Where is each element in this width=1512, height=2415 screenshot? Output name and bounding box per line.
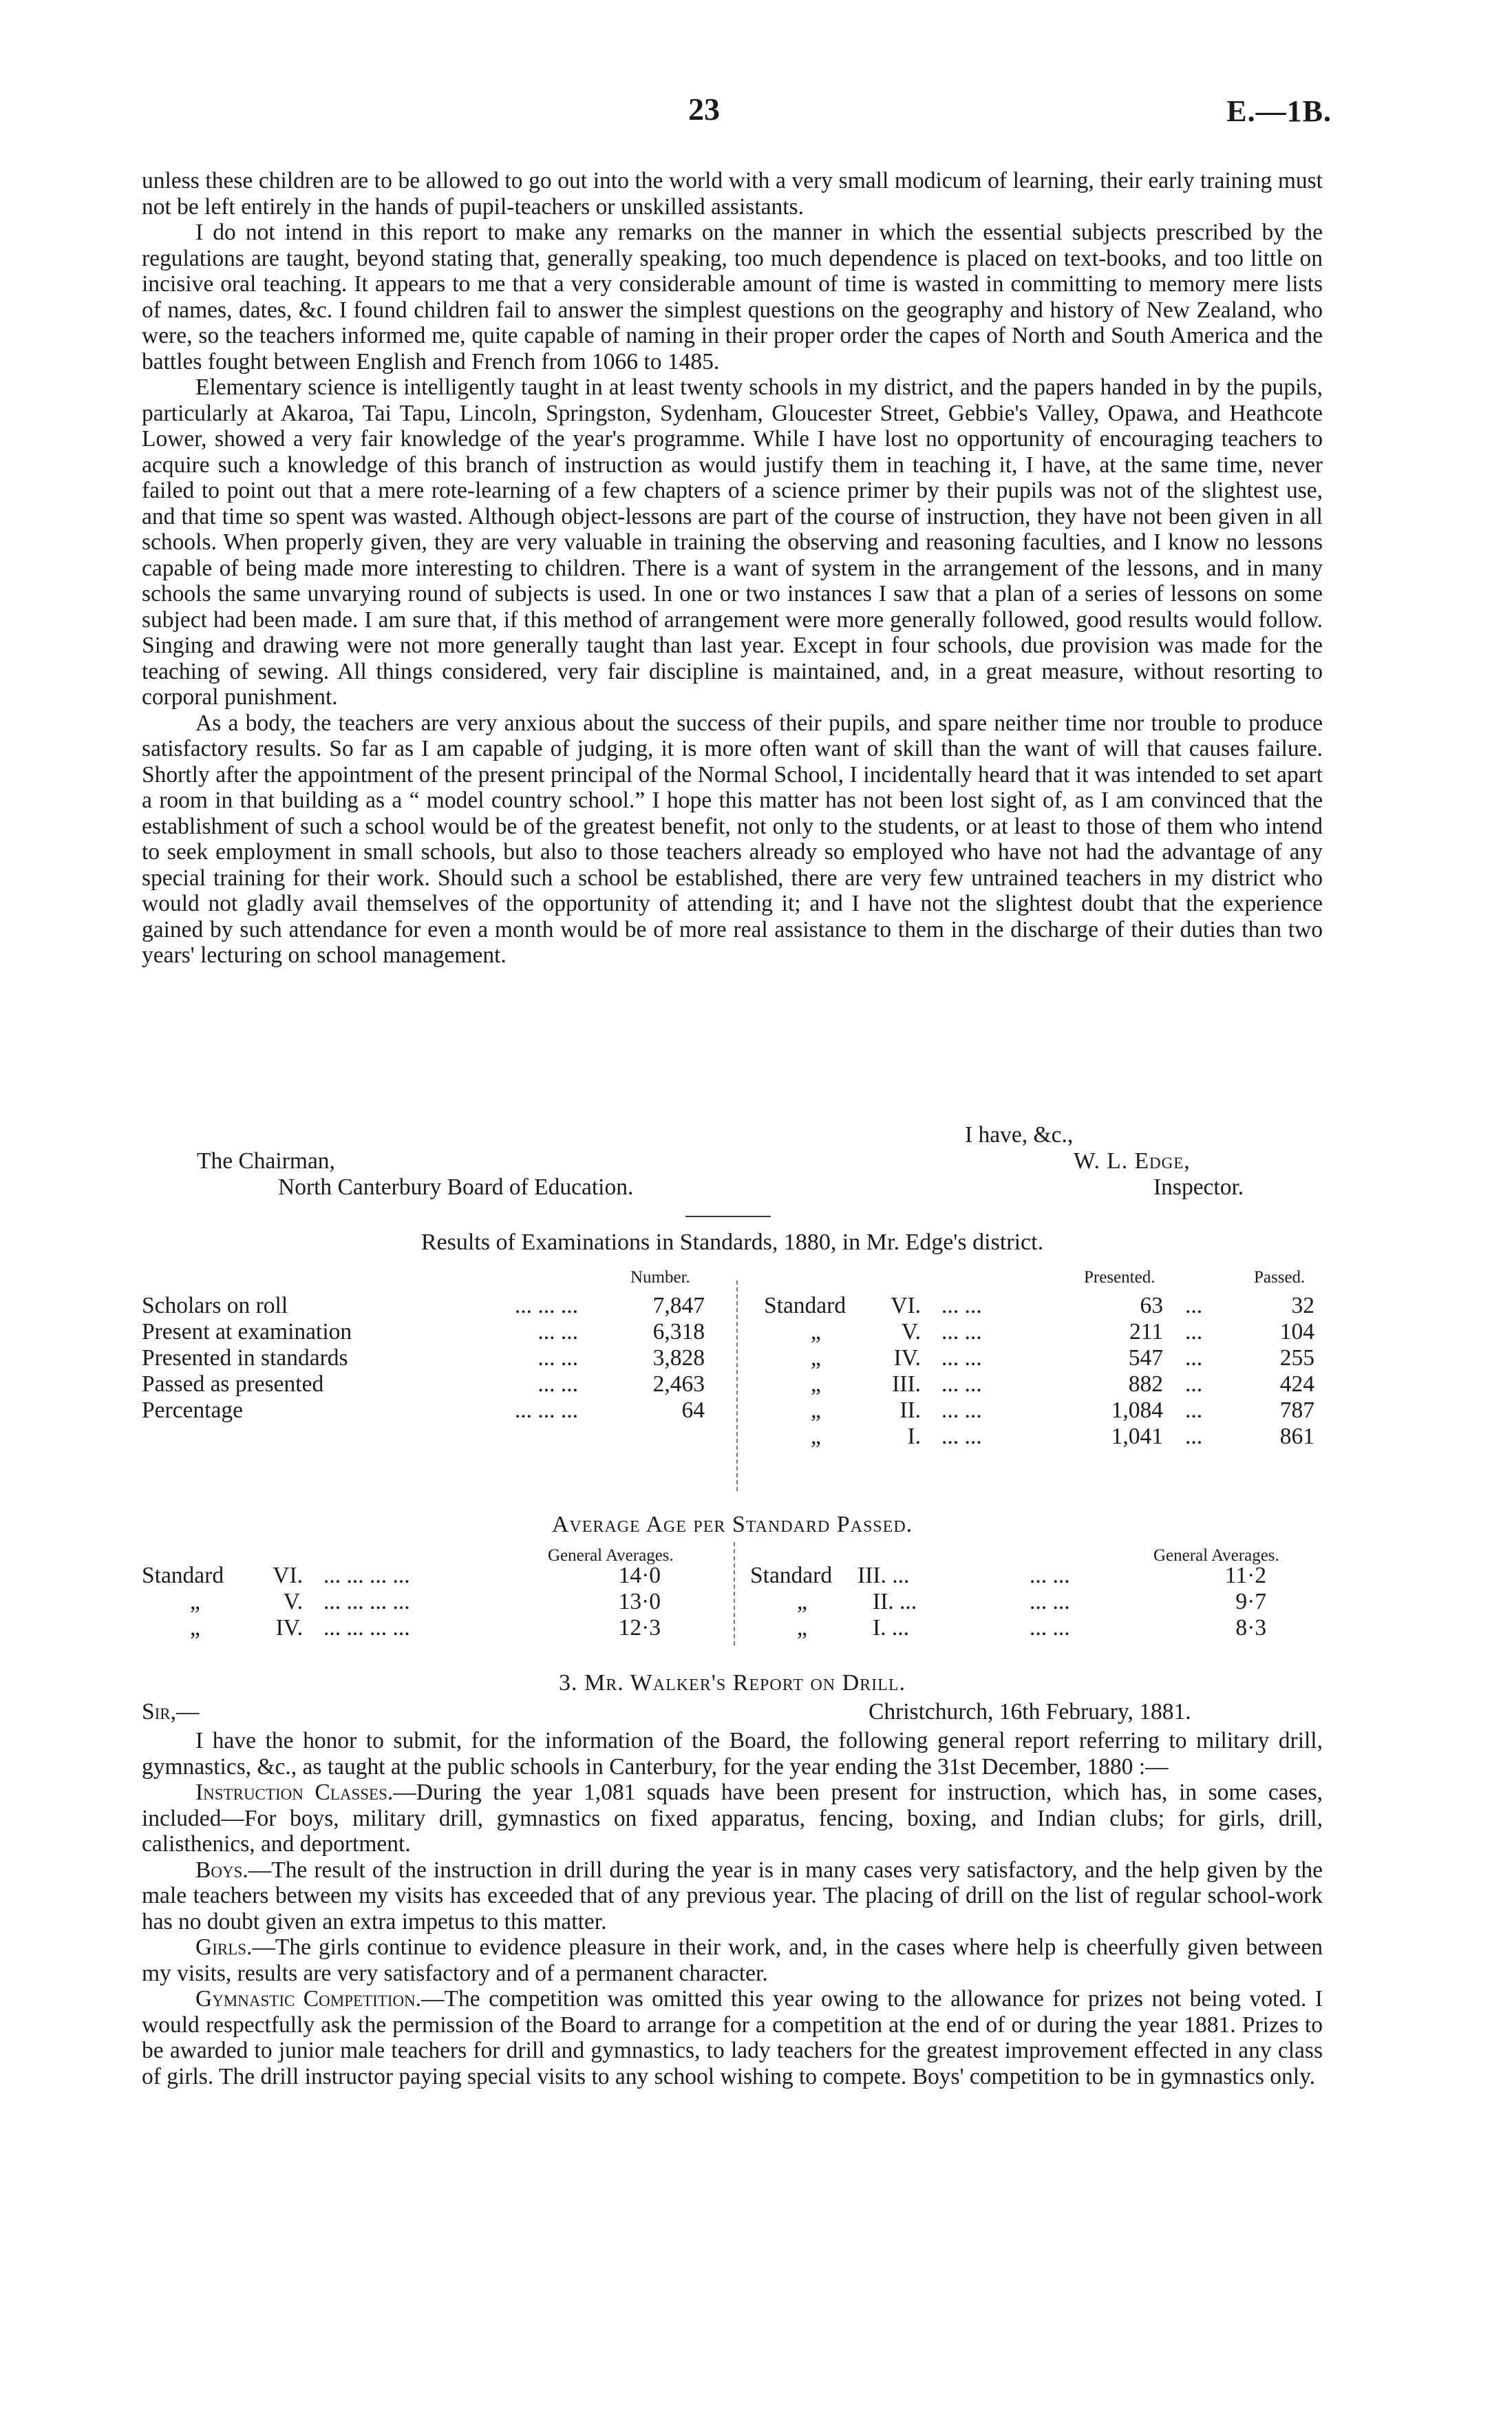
avg-std-name: II. ... [873,1589,917,1614]
results-dots-2: ... [1185,1293,1203,1318]
results-row-label: Present at examination [142,1319,352,1344]
avg-value: 13·0 [618,1589,661,1614]
paragraph-4: As a body, the teachers are very anxious about the success of their pupils, and spare neither time nor trouble to produce satisfactory results. So far as I am capable of judging, it is more often want of skill than the want of will that causes failure. Shortly after the appointment of the present principal of the Normal School, I incidentally heard that it was intended to set apart a room in that building as a “ model country school.” I hope this matter has not been lost sight of, as I am convinced that the establishment of such a school would be of the greatest benefit, not only to the students, or at least to those of them who intend to seek employment in small schools, but also to those teachers already so employed who have not had the advantage of any special training for their work. Should such a school be established, there are very few untrained teachers in my district who would not gladly avail themselves of the opportunity of attending it; and I have not the slightest doubt that the experience gained by such attendance for even a month would be of more real assistance to them in the discharge of their duties than two years' lecturing on school management. [142,710,1323,968]
results-row-value: 7,847 [652,1293,705,1318]
avg-dots: ... ... ... ... [323,1563,410,1588]
results-dots: ... ... [941,1371,982,1397]
results-row-value: 6,318 [652,1319,705,1344]
page-reference: E.—1B. [1226,94,1332,128]
avg-std-mark: „ [190,1615,200,1641]
avg-std-mark: Standard [142,1563,224,1588]
avg-std-mark: Standard [750,1563,833,1588]
results-row-label: Percentage [142,1398,243,1423]
section-boys: Boys.—The result of the instruction in drill during the year is in many cases very satisfactory, and the help given by the male teachers between my visits has exceeded that of any previous year. The placing of drill on the list of regular school-work has no doubt given an extra impetus to this matter. [142,1857,1323,1934]
results-std-name: VI. [891,1293,921,1318]
results-std-name: III. [892,1371,921,1397]
results-dots-2: ... [1185,1319,1203,1344]
results-presented: 547 [1128,1345,1163,1371]
results-std-mark: „ [811,1371,821,1397]
section-instruction-classes: Instruction Classes.—During the year 1,081 squads have been present for instruction, which has, in some cases, included—For boys, military drill, gymnastics on fixed apparatus, fencing, boxing, and Indian clubs; for girls, drill, calisthenics, and deportment. [142,1780,1323,1857]
results-std-name: II. [899,1398,921,1423]
salutation: Sir,— [142,1699,200,1725]
results-dots: ... ... [941,1319,982,1344]
avg-value: 9·7 [1235,1589,1266,1614]
avg-std-mark: „ [797,1615,807,1641]
report-body [142,168,1323,969]
results-passed: 424 [1279,1371,1314,1397]
avg-value: 11·2 [1224,1563,1266,1588]
results-std-mark: „ [811,1424,821,1449]
results-dots-2: ... [1185,1371,1203,1397]
avg-std-mark: „ [190,1589,200,1614]
paragraph-3: Elementary science is intelligently taught in at least twenty schools in my district, and the papers handed in by the pupils, particularly at Akaroa, Tai Tapu, Lincoln, Springston, Sydenham, Gloucester Street, Gebbie's Valley, Opawa, and Heathcote Lower, showed a very fair knowledge of the year's programme. While I have lost no opportunity of encouraging teachers to acquire such a knowledge of this branch of instruction as would justify them in teaching it, I have, at the same time, never failed to point out that a mere rote-learning of a few chapters of a science primer by their pupils was not of the slightest use, and that time so spent was wasted. Although object-lessons are part of the course of instruction, they have not been given in all schools. When properly given, they are very valuable in training the observing and reasoning faculties, and I know no lessons capable of being made more interesting to children. There is a want of system in the arrangement of the lessons, and in many schools the same unvarying round of subjects is used. In one or two instances I saw that a plan of a series of lessons on some subject had been made. I am sure that, if this method of arrangement were more generally followed, good results would follow. Singing and drawing were not more generally taught than last year. Except in four schools, due provision was made for the teaching of sewing. All things considered, very fair discipline is maintained, and, in a great measure, without resorting to corporal punishment. [142,375,1323,710]
avg-dots: ... ... [1030,1563,1070,1588]
results-dots: ... ... [941,1345,982,1371]
results-row-dots: ... ... ... [514,1293,578,1318]
results-row-dots: ... ... [537,1371,578,1397]
avg-dots: ... ... ... ... [323,1615,410,1641]
signatory-title: Inspector. [1153,1174,1244,1200]
avg-dots: ... ... [1030,1615,1070,1641]
avg-std-name: I. ... [873,1615,910,1641]
results-std-name: I. [907,1424,921,1449]
results-title: Results of Examinations in Standards, 1880, in Mr. Edge's district. [420,1230,1044,1255]
results-std-name: IV. [893,1345,921,1371]
results-std-name: V. [901,1319,921,1344]
avg-std-name: III. ... [858,1563,910,1588]
results-std-mark: „ [811,1319,821,1344]
results-passed: 32 [1291,1293,1314,1318]
results-dots: ... ... [941,1398,982,1423]
closing: I have, &c., [965,1122,1074,1148]
divider [685,1216,771,1217]
results-row-dots: ... ... ... [514,1398,578,1423]
drill-intro: I have the honor to submit, for the information of the Board, the following general report referring to military drill, gymnastics, &c., as taught at the public schools in Canterbury, for the year ending the 31st December, 1880 :— [142,1728,1323,1780]
results-row-value: 3,828 [652,1345,705,1371]
addressee-line-2: North Canterbury Board of Education. [278,1174,634,1200]
drill-heading: 3. Mr. Walker's Report on Drill. [559,1670,906,1696]
avg-value: 12·3 [618,1615,661,1641]
section-girls: Girls.—The girls continue to evidence pleasure in their work, and, in the cases where help is cheerfully given between my visits, results are very satisfactory and of a permanent character. [142,1934,1323,1986]
results-presented: 882 [1128,1371,1163,1397]
avg-std-mark: „ [797,1589,807,1614]
section-gymnastic-competition: Gymnastic Competition.—The competition was omitted this year owing to the allowance for prizes not being voted. I would respectfully ask the permission of the Board to arrange for a competition at the end of or during the year 1881. Prizes to be awarded to junior male teachers for drill and gymnastics, to lady teachers for the greatest improvement effected in any class of girls. The drill instructor paying special visits to any school wishing to compete. Boys' competition to be in gymnastics only. [142,1986,1323,2089]
avg-std-name: VI. [273,1563,303,1588]
results-presented: 1,084 [1111,1398,1163,1423]
results-presented: 211 [1129,1319,1163,1344]
results-row-label: Passed as presented [142,1371,324,1397]
avg-value: 14·0 [618,1563,661,1588]
results-row-value: 2,463 [652,1371,705,1397]
results-presented: 63 [1140,1293,1163,1318]
paragraph-1: unless these children are to be allowed to go out into the world with a very small modicum of learning, their early training must not be left entirely in the hands of pupil-teachers or unskilled assistants. [142,168,1323,220]
results-dots-2: ... [1185,1398,1203,1423]
paragraph-2: I do not intend in this report to make any remarks on the manner in which the essential subjects prescribed by the regulations are taught, beyond stating that, generally speaking, too much dependence is placed on text-books, and too little on incisive oral teaching. It appears to me that a very considerable amount of time is wasted in committing to memory mere lists of names, dates, &c. I found children fail to answer the simplest questions on the geography and history of New Zealand, who were, so the teachers informed me, quite capable of naming in their proper order the capes of North and South America and the battles fought between English and French from 1066 to 1485. [142,220,1323,375]
results-dots: ... ... [941,1293,982,1318]
passed-header: Passed. [1254,1268,1306,1287]
avg-left-header: General Averages. [548,1546,674,1565]
results-row-dots: ... ... [537,1345,578,1371]
results-passed: 861 [1279,1424,1314,1449]
number-header: Number. [630,1268,690,1287]
avg-value: 8·3 [1235,1615,1266,1641]
avg-right-header: General Averages. [1153,1546,1279,1565]
avg-dots: ... ... [1030,1589,1070,1614]
avg-separator [734,1542,735,1645]
results-separator [736,1280,738,1491]
drill-body [142,1728,1323,2089]
results-dots-2: ... [1185,1424,1203,1449]
results-dots: ... ... [941,1424,982,1449]
results-passed: 255 [1279,1345,1314,1371]
results-row-dots: ... ... [537,1319,578,1344]
results-row-label: Scholars on roll [142,1293,288,1318]
results-std-mark: Standard [764,1293,846,1318]
avg-std-name: IV. [275,1615,303,1641]
place-date: Christchurch, 16th February, 1881. [869,1699,1191,1725]
results-passed: 104 [1279,1319,1314,1344]
addressee-line-1: The Chairman, [197,1148,335,1174]
results-row-value: 64 [681,1398,705,1423]
results-presented: 1,041 [1111,1424,1163,1449]
results-row-label: Presented in standards [142,1345,348,1371]
signatory-name: W. L. Edge, [1074,1148,1191,1174]
results-std-mark: „ [811,1345,821,1371]
page-number: 23 [688,92,720,127]
results-passed: 787 [1279,1398,1314,1423]
presented-header: Presented. [1084,1268,1156,1287]
avg-dots: ... ... ... ... [323,1589,410,1614]
results-std-mark: „ [811,1398,821,1423]
results-dots-2: ... [1185,1345,1203,1371]
average-age-title: Average Age per Standard Passed. [551,1512,913,1537]
avg-std-name: V. [283,1589,303,1614]
